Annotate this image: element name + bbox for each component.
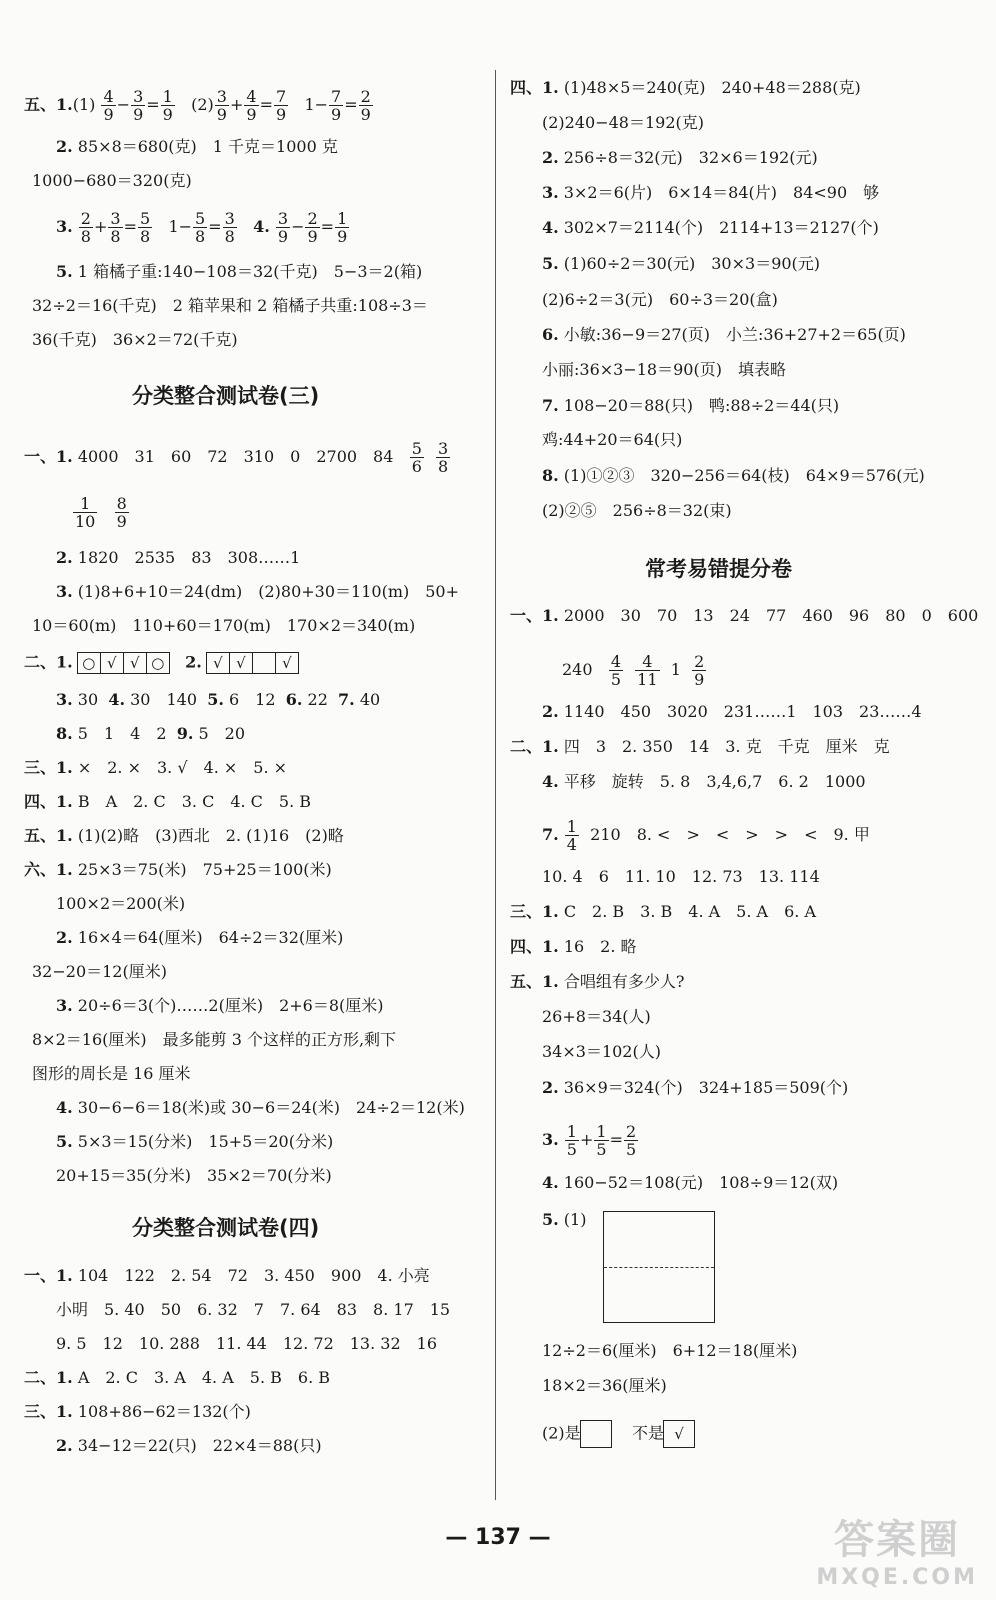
answer-line: 4. 30−6−6＝18(米)或 30−6＝24(米) 24÷2＝12(米) <box>56 1098 465 1117</box>
fraction: $\frac{5}{8}$ <box>195 209 206 246</box>
answer-box: √ <box>275 652 299 674</box>
answer-line: 一、1. 104 122 2. 54 72 3. 450 900 4. 小亮 <box>24 1266 430 1285</box>
answer-line: 32−20＝12(厘米) <box>32 962 167 981</box>
answer-line: 2. 16×4＝64(厘米) 64÷2＝32(厘米) <box>56 928 344 947</box>
answer-line: 图形的周长是 16 厘米 <box>32 1064 191 1083</box>
answer-line: 6. 小敏:36−9＝27(页) 小兰:36+27+2＝65(页) <box>542 325 906 344</box>
answer-box <box>580 1420 612 1448</box>
fraction: $\frac{1}{10}$ <box>75 494 96 531</box>
answer-line: 9. 5 12 10. 288 11. 44 12. 72 13. 32 16 <box>56 1334 437 1353</box>
answer-line: 5. 1 箱橘子重:140−108＝32(千克) 5−3＝2(箱) <box>56 262 423 281</box>
answer-line: 一、1. 4000 31 60 72 310 0 2700 84 $\frac{5}{6}$ $\frac{3}{8}$ <box>24 439 449 476</box>
fraction: $\frac{1}{9}$ <box>337 209 348 246</box>
answer-line: 4. 302×7＝2114(个) 2114+13＝2127(个) <box>542 218 879 237</box>
answer-line: 小丽:36×3−18＝90(页) 填表略 <box>542 360 786 379</box>
section-title: 分类整合测试卷(三) <box>132 384 320 408</box>
answer-line: 7. 108−20＝88(只) 鸭:88÷2＝44(只) <box>542 396 840 415</box>
answer-line: 100×2＝200(米) <box>56 894 186 913</box>
fraction: $\frac{2}{8}$ <box>80 209 91 246</box>
fraction: $\frac{7}{9}$ <box>275 87 287 124</box>
answer-line: 一、1. 2000 30 70 13 24 77 460 96 80 0 600 <box>510 606 979 625</box>
answer-line: 二、1. ○ √ √ ○ 2. √ √ √ <box>24 652 299 674</box>
fraction: $\frac{1}{4}$ <box>566 817 577 854</box>
answer-line: 四、1. 16 2. 略 <box>510 937 637 956</box>
answer-line: 5. (1) <box>542 1210 587 1229</box>
answer-line: 26+8＝34(人) <box>542 1007 651 1026</box>
answer-box: √ <box>206 652 230 674</box>
answer-box: √ <box>663 1420 695 1448</box>
answer-line: 18×2＝36(厘米) <box>542 1376 667 1395</box>
fraction: $\frac{7}{9}$ <box>331 87 342 124</box>
answer-line: 三、1. C 2. B 3. B 4. A 5. A 6. A <box>510 902 816 921</box>
answer-line: 2. 34−12＝22(只) 22×4＝88(只) <box>56 1436 322 1455</box>
answer-line: 20+15＝35(分米) 35×2＝70(分米) <box>56 1166 332 1185</box>
answer-line: (2)6÷2＝3(元) 60÷3＝20(盒) <box>542 290 778 309</box>
answer-line: 三、1. 108+86−62＝132(个) <box>24 1402 251 1421</box>
answer-line: 2. 1820 2535 83 308……1 <box>56 548 301 567</box>
item-number: 五、1. <box>24 95 73 114</box>
answer-line: 8. (1)①②③ 320−256＝64(枝) 64×9＝576(元) <box>542 466 925 485</box>
fraction: $\frac{2}{9}$ <box>694 652 705 689</box>
answer-line: 四、1. B A 2. C 3. C 4. C 5. B <box>24 792 312 811</box>
answer-line: 8. 5 1 4 2 9. 5 20 <box>56 724 246 743</box>
answer-line: 六、1. 25×3＝75(米) 75+25＝100(米) <box>24 860 332 879</box>
answer-line: 8×2＝16(厘米) 最多能剪 3 个这样的正方形,剩下 <box>32 1030 397 1049</box>
answer-line: 二、1. 四 3 2. 350 14 3. 克 千克 厘米 克 <box>510 737 890 756</box>
answer-box <box>252 652 276 674</box>
fraction: $\frac{3}{8}$ <box>438 439 449 476</box>
fraction: $\frac{5}{8}$ <box>139 209 151 246</box>
answer-box: ○ <box>77 652 101 674</box>
answer-line: 10＝60(m) 110+60＝170(m) 170×2＝340(m) <box>32 616 416 635</box>
fraction: $\frac{2}{9}$ <box>307 209 318 246</box>
page-number: — 137 — <box>445 1525 551 1550</box>
fraction: $\frac{2}{5}$ <box>625 1122 637 1159</box>
dashed-cut-line <box>604 1267 714 1268</box>
fraction: $\frac{3}{9}$ <box>133 87 144 124</box>
answer-line: 34×3＝102(人) <box>542 1042 661 1061</box>
answer-line: 5. 5×3＝15(分米) 15+5＝20(分米) <box>56 1132 334 1151</box>
section-title: 常考易错提分卷 <box>645 557 792 581</box>
answer-line: 2. 256÷8＝32(元) 32×6＝192(元) <box>542 148 818 167</box>
answer-line: 32÷2＝16(千克) 2 箱苹果和 2 箱橘子共重:108÷3＝ <box>32 296 428 315</box>
section-title: 分类整合测试卷(四) <box>132 1216 320 1240</box>
sub-label: (2) <box>191 95 214 114</box>
answer-line: 1000−680＝320(克) <box>32 171 192 190</box>
answer-line: 二、1. A 2. C 3. A 4. A 5. B 6. B <box>24 1368 330 1387</box>
answer-line: (2)是 不是 √ <box>542 1420 695 1448</box>
fraction: $\frac{1}{5}$ <box>596 1122 607 1159</box>
column-divider <box>495 70 496 1500</box>
answer-box: √ <box>229 652 253 674</box>
fraction: $\frac{4}{9}$ <box>246 87 257 124</box>
answer-line: 五、1. 合唱组有多少人? <box>510 972 685 991</box>
answer-line: 240 $\frac{4}{5}$ $\frac{4}{11}$ 1 $\frac{2}{9}$ <box>562 652 705 689</box>
answer-line: 2. 36×9＝324(个) 324+185＝509(个) <box>542 1078 849 1097</box>
answer-line: 4. 平移 旋转 5. 8 3,4,6,7 6. 2 1000 <box>542 772 866 791</box>
watermark-logo: 答案圈 MXQE.COM <box>816 1517 978 1590</box>
fraction: $\frac{4}{5}$ <box>610 652 621 689</box>
fraction: $\frac{5}{6}$ <box>411 439 422 476</box>
answer-line: 五、1.(1) $\frac{4}{9}$ − $\frac{3}{9}$ = $\frac{1}{9}$ (2) $\frac{3}{9}$ + $\frac{4}{9}$ = $\frac{7}{9}$ 1− $\frac{7}{9}$ = $\frac{2}{9}$ <box>24 87 371 124</box>
answer-line: 5. (1)60÷2＝30(元) 30×3＝90(元) <box>542 254 821 273</box>
answer-line: (2)②⑤ 256÷8＝32(束) <box>542 501 732 520</box>
fraction: $\frac{3}{8}$ <box>224 209 235 246</box>
answer-line: 3. 30 4. 30 140 5. 6 12 6. 22 7. 40 <box>56 690 381 709</box>
answer-line: 鸡:44+20＝64(只) <box>542 430 683 449</box>
answer-line: 3. 3×2＝6(片) 6×14＝84(片) 84<90 够 <box>542 183 880 202</box>
fraction: $\frac{4}{9}$ <box>103 87 114 124</box>
answer-line: 2. 85×8＝680(克) 1 千克＝1000 克 <box>56 137 338 156</box>
answer-line: 五、1. (1)(2)略 (3)西北 2. (1)16 (2)略 <box>24 826 344 845</box>
answer-line: (2)240−48＝192(克) <box>542 113 704 132</box>
answer-line: 3. 20÷6＝3(个)……2(厘米) 2+6＝8(厘米) <box>56 996 384 1015</box>
fraction: $\frac{3}{8}$ <box>110 209 121 246</box>
answer-line: 3. (1)8+6+10＝24(dm) (2)80+30＝110(m) 50+ <box>56 582 460 601</box>
answer-line: 36(千克) 36×2＝72(千克) <box>32 330 238 349</box>
fraction: $\frac{3}{9}$ <box>216 87 227 124</box>
fraction: $\frac{1}{5}$ <box>566 1122 577 1159</box>
answer-line: 10. 4 6 11. 10 12. 73 13. 114 <box>542 867 820 886</box>
sub-label: (1) <box>72 95 96 114</box>
answer-line: 3. $\frac{2}{8}$ + $\frac{3}{8}$ = $\frac{5}{8}$ 1− $\frac{5}{8}$ = $\frac{3}{8}$ 4. $\frac{3}{9}$ − $\frac{2}{9}$ = $\frac{1}{9}$ <box>56 209 348 246</box>
answer-box: √ <box>123 652 147 674</box>
answer-box: √ <box>100 652 124 674</box>
answer-line: 三、1. × 2. × 3. √ 4. × 5. × <box>24 758 288 777</box>
answer-line: 3. $\frac{1}{5}$ + $\frac{1}{5}$ = $\frac{2}{5}$ <box>542 1122 637 1159</box>
answer-box: ○ <box>146 652 170 674</box>
answer-line: 2. 1140 450 3020 231……1 103 23……4 <box>542 702 922 721</box>
fraction: $\frac{3}{9}$ <box>277 209 289 246</box>
answer-line: 12÷2＝6(厘米) 6+12＝18(厘米) <box>542 1341 798 1360</box>
fraction: $\frac{8}{9}$ <box>116 494 127 531</box>
fraction: $\frac{1}{9}$ <box>162 87 173 124</box>
fraction: $\frac{2}{9}$ <box>360 87 371 124</box>
answer-line: 小明 5. 40 50 6. 32 7 7. 64 83 8. 17 15 <box>56 1300 451 1319</box>
answer-line: 7. $\frac{1}{4}$ 210 8. < > < > > < 9. 甲 <box>542 817 870 854</box>
answer-line: 四、1. (1)48×5＝240(克) 240+48＝288(克) <box>510 78 861 97</box>
answer-line <box>72 495 130 530</box>
fraction: $\frac{4}{11}$ <box>637 652 658 689</box>
answer-line: 4. 160−52＝108(元) 108÷9＝12(双) <box>542 1173 839 1192</box>
